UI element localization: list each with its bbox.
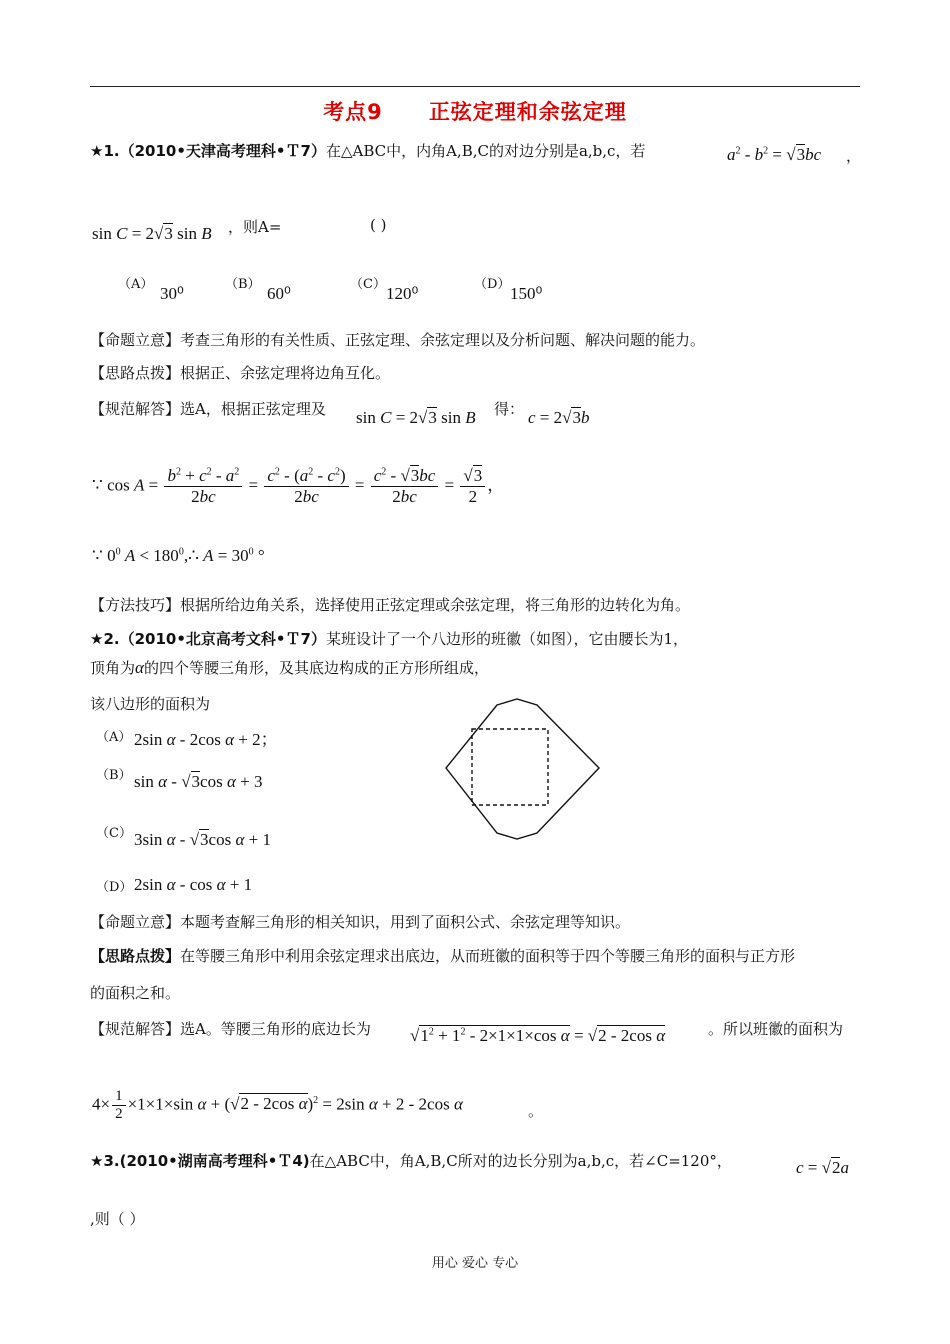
q1-option-b-label: （B）	[225, 277, 261, 292]
octagon-outline	[446, 699, 599, 839]
inner-square-dashed	[472, 729, 548, 805]
q2-option-b-label: （B）	[96, 768, 132, 783]
q2-intent-text: 本题考查解三角形的相关知识，用到了面积公式、余弦定理等知识。	[180, 913, 631, 931]
q1-option-b-value: 60⁰	[267, 284, 291, 303]
title-topic-number: 考点9	[323, 100, 383, 124]
q3-stem: 在△ABC中，角A,B,C所对的边长分别为a,b,c，若∠C=120°，	[309, 1152, 732, 1170]
q1-option-d-label: （D）	[474, 277, 511, 292]
q2-stem-3: 该八边形的面积为	[90, 695, 211, 713]
q1-intent-tag: 【命题立意】	[90, 331, 181, 349]
q1-solution-result: c = 2√3b	[528, 408, 590, 427]
q2-intent	[90, 911, 630, 932]
q2-solution-text: 选A。等腰三角形的底边长为	[180, 1020, 371, 1038]
q1-solution-tag: 【规范解答】	[90, 400, 181, 418]
q1-answer-paren: ( )	[370, 216, 387, 234]
q1-method	[90, 594, 690, 615]
header-rule	[90, 86, 860, 87]
q1-option-c-value: 120⁰	[386, 284, 419, 303]
q1-solution	[90, 398, 326, 419]
q2-solution-tail: 。所以班徽的面积为	[708, 1020, 844, 1038]
title-topic-name: 正弦定理和余弦定理	[428, 100, 627, 124]
q1-option-d-value: 150⁰	[510, 284, 543, 303]
q2-option-d-label: （D）	[96, 880, 133, 895]
q1-condition-2: sin C = 2√3 sin B	[92, 224, 212, 243]
q1-intent-text: 考查三角形的有关性质、正弦定理、余弦定理以及分析问题、解决问题的能力。	[180, 331, 706, 349]
page-footer: 用心 爱心 专心	[431, 1256, 519, 1271]
q1-cos-derivation: ∵ cos A = $\frac{b^2 + c^2 - a^2}{2bc}$ = $\frac{c^2 - (a^2 - c^2)}{2bc}$ = $\frac{c^2 - √3bc}{2bc}$ = $\frac{√3}{2}$ ，	[92, 466, 505, 506]
q2-solution-tag: 【规范解答】	[90, 1020, 181, 1038]
q1-range-line: ∵ $0^0$ $A < 180^0,\therefore$ $A = 30^0$ °	[92, 546, 265, 565]
q1-solution-eq: sin C = 2√3 sin B	[356, 408, 476, 427]
q1-method-text: 根据所给边角关系，选择使用正弦定理或余弦定理，将三角形的边转化为角。	[180, 596, 691, 614]
q3-stem-line	[90, 1150, 732, 1171]
q2-intent-tag: 【命题立意】	[90, 913, 181, 931]
page-title	[0, 96, 950, 126]
q1-intent	[90, 329, 705, 350]
q2-stem-1: 某班设计了一个八边形的班徽（如图），它由腰长为1，	[325, 630, 688, 648]
q2-heading: ★2.（2010•北京高考文科•Ｔ7）	[90, 630, 326, 648]
q1-hint-tag: 【思路点拨】	[90, 364, 181, 382]
q2-stem-line-2	[90, 657, 489, 678]
q2-solution-eq: $√1^2 + 1^2 - 2\times 1\times 1\times\cos$ α = √2 - 2cos α	[410, 1026, 666, 1045]
q2-stem-2a: 顶角为	[90, 659, 136, 677]
q2-stem-2b: 的四个等腰三角形，及其底边构成的正方形所组成，	[143, 659, 489, 677]
q2-hint-text-1: 在等腰三角形中利用余弦定理求出底边，从而班徽的面积等于四个等腰三角形的面积与正方形	[180, 947, 796, 965]
q1-hint	[90, 362, 390, 383]
q1-condition-1: $a^2 - b^2 = √3bc$	[727, 145, 822, 164]
q1-solution-text: 选A，根据正弦定理及	[180, 400, 326, 418]
q2-hint-tag: 【思路点拨】	[90, 947, 181, 965]
q2-solution	[90, 1018, 371, 1039]
q1-stem: 在△ABC中，内角A,B,C的对边分别是a,b,c，若	[325, 142, 646, 160]
q1-heading: ★1.（2010•天津高考理科•Ｔ7）	[90, 142, 326, 160]
q1-ask: ，则A=	[228, 218, 282, 236]
q1-comma: ，	[846, 147, 862, 165]
q2-option-a-value: 2sin α - 2cos α + 2；	[134, 730, 278, 749]
q1-option-a-label: （A）	[118, 277, 154, 292]
q2-option-d-value: 2sin α - cos α + 1	[134, 875, 253, 894]
q2-area-formula: 4× $\frac{1}{2}$ ×1×1×sin α + (√2 - 2cos α)$^2$ = 2sin α + 2 - 2cos α	[92, 1088, 463, 1122]
q2-option-b-value: sin α - √3cos α + 3	[134, 772, 263, 791]
q2-hint-line-1	[90, 945, 795, 966]
q1-option-a-value: 30⁰	[160, 284, 184, 303]
q2-area-end: 。	[528, 1102, 544, 1120]
q3-heading: ★3.(2010•湖南高考理科•Ｔ4)	[90, 1152, 310, 1170]
q2-option-a-label: （A）	[96, 730, 132, 745]
octagon-badge-figure	[438, 698, 610, 846]
q1-option-c-label: （C）	[350, 277, 386, 292]
q1-stem-line	[90, 140, 645, 161]
q3-ask: ,则（ ）	[90, 1210, 145, 1228]
q2-option-c-value: 3sin α - √3cos α + 1	[134, 830, 271, 849]
q1-hint-text: 根据正、余弦定理将边角互化。	[180, 364, 391, 382]
q2-alpha: α	[135, 658, 144, 677]
q3-condition: c = √2a	[796, 1158, 849, 1177]
q1-solution-de: 得：	[494, 400, 525, 418]
q2-hint-text-2: 的面积之和。	[90, 984, 181, 1002]
q2-option-c-label: （C）	[96, 826, 132, 841]
q2-stem-line-1	[90, 628, 688, 649]
q1-method-tag: 【方法技巧】	[90, 596, 181, 614]
